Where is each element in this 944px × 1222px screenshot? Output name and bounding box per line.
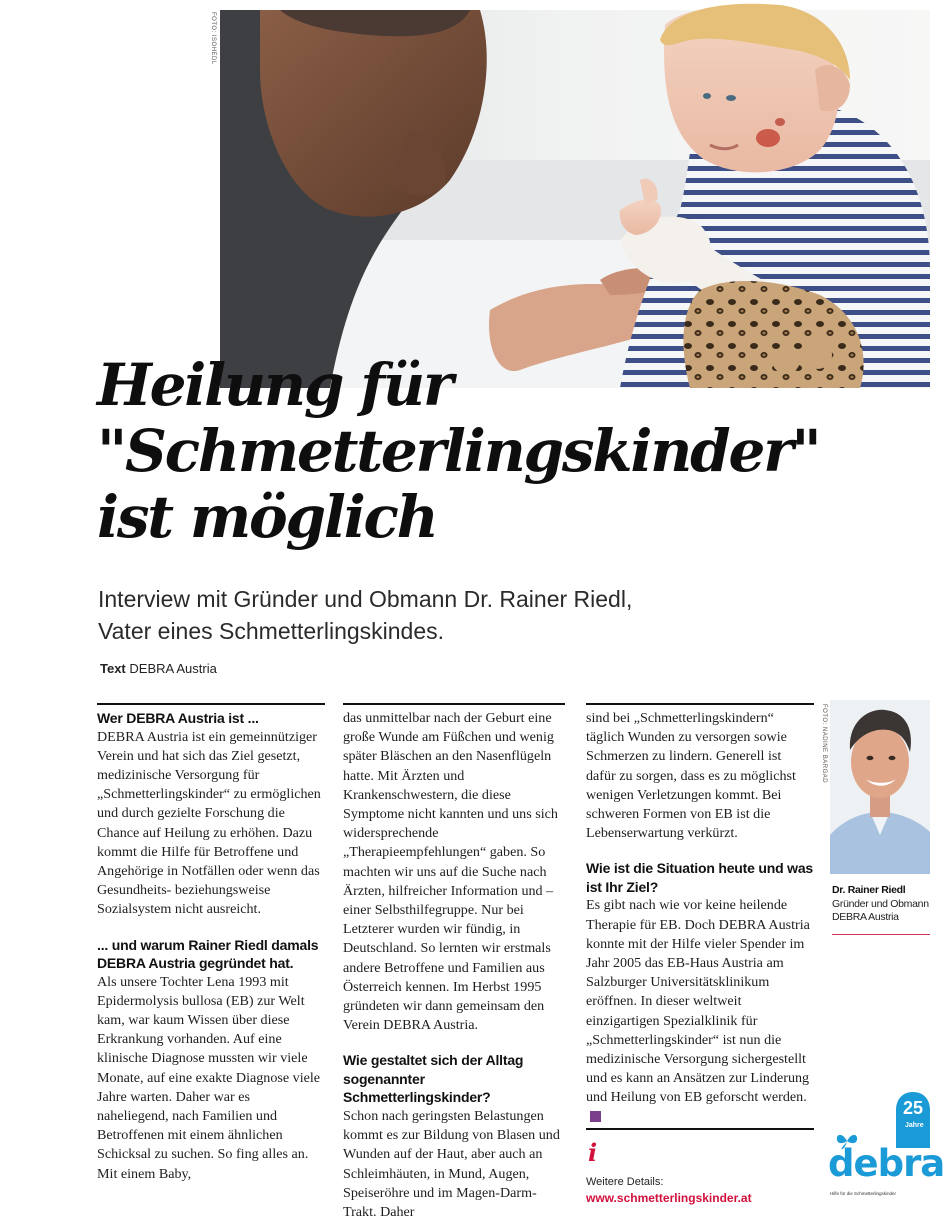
- hero-photo: [220, 10, 930, 388]
- headline: [97, 352, 917, 550]
- body-paragraph: Als unsere Tochter Lena 1993 mit Epidermolysis bullosa (EB) zur Welt kam, war kaum Wissen über diese Erkrankung vorhanden. Auf eine klinische Diagnose mussten wir viele Monate, auf eine exakte Diagnose viele Jahre warten. Daher war es naheliegend, nach Familien und Betroffenen mit einem ähnlichen Schicksal zu suchen. So fing alles an. Mit einem Baby,: [97, 973, 321, 1182]
- body-paragraph-final: [586, 896, 814, 1126]
- section-heading: Wer DEBRA Austria ist ...: [97, 710, 259, 726]
- section-heading: Wie ist die Situation heute und was ist Ihr Ziel?: [586, 860, 814, 895]
- subtitle-line-1: Interview mit Gründer und Obmann Dr. Rainer Riedl,: [98, 586, 633, 612]
- website-link[interactable]: www.schmetterlingskinder.at: [586, 1191, 752, 1205]
- headline-line-1: Heilung für: [97, 351, 452, 419]
- portrait-photo: [830, 700, 930, 874]
- section-heading: ... und warum Rainer Riedl damals DEBRA Austria gegründet hat.: [97, 936, 319, 972]
- section-heading: Wie gestaltet sich der Alltag sogenannter Schmetterlingskinder?: [343, 1052, 524, 1106]
- byline-author: DEBRA Austria: [129, 661, 217, 676]
- logo-wordmark: debra: [828, 1142, 944, 1185]
- body-paragraph: Schon nach geringsten Belastungen kommt es zur Bildung von Blasen und Wunden auf der Haut, aber auch an Schleimhäuten, in Mund, Augen, Speiseröhre und im Magen-Darm-Trakt. Daher: [343, 1107, 560, 1220]
- portrait-caption-role: Gründer und Obmann DEBRA Austria: [832, 898, 929, 923]
- headline-line-2: "Schmetterlingskinder": [97, 417, 820, 485]
- byline-label: Text: [100, 661, 126, 676]
- subtitle-line-2: Vater eines Schmetterlingskindes.: [98, 618, 445, 644]
- body-paragraph: sind bei „Schmetterlingskindern“ täglich Wunden zu versorgen sowie Schmerzen zu lindern. Generell ist dafür zu sorgen, dass es zu möglichst wenigen Verletzungen kommt. Bei schweren Formen von EB ist die Lebenserwartung verkürzt.: [586, 710, 796, 842]
- byline: [100, 661, 217, 676]
- article-column-1: [97, 703, 325, 1184]
- article-column-2: [343, 703, 565, 1222]
- caption-divider: [832, 934, 930, 935]
- logo-tagline: Hilfe für die Schmetterlingskinder: [830, 1191, 897, 1196]
- headline-line-3: ist möglich: [97, 483, 437, 551]
- info-label: Weitere Details:: [586, 1176, 664, 1188]
- body-paragraph: das unmittelbar nach der Geburt eine große Wunde am Füßchen und wenig später Bläschen an den Nasenflügeln hatte. Mit Ärzten und Krankenschwestern, die diese Symptome nicht kannten und uns sich widersprechende „Therapieempfehlungen“ gaben. So machten wir uns auf die Suche nach Ärzten, hilfreicher Information und – einer Selbsthilfegruppe. Nur bei Letzterer wurden wir fündig, in Deutschland. So lernten wir erstmals andere Betroffene und Familien aus Österreich kennen. Im Herbst 1995 gründeten wir dann gemeinsam den Verein DEBRA Austria.: [343, 710, 558, 1034]
- body-paragraph-text: Es gibt nach wie vor keine heilende Therapie für EB. Doch DEBRA Austria konnte mit der Hilfe vieler Spender im Jahr 2005 das EB-Haus Austria am Salzburger Universitätsklinikum eröffnen. In dieser weltweit einzigartigen Spezialklinik für „Schmetterlingskinder“ ist nun die medizinische Versorgung sichergestellt und es kann an Ansätzen zur Linderung und Heilung von EB geforscht werden.: [586, 897, 810, 1106]
- end-mark-icon: [590, 1111, 601, 1122]
- hero-photo-credit: FOTO: ISOHEDL: [210, 12, 216, 65]
- info-box: [586, 1128, 814, 1205]
- portrait-caption-name: Dr. Rainer Riedl: [832, 884, 906, 896]
- portrait-photo-credit: FOTO: NADINE BARGAD: [821, 704, 827, 784]
- article-column-3: [586, 703, 814, 1127]
- info-icon: i: [588, 1138, 598, 1167]
- debra-logo: [826, 1092, 944, 1204]
- badge-number: 25: [903, 1098, 924, 1118]
- subtitle: [98, 583, 858, 647]
- badge-text: Jahre: [905, 1122, 924, 1129]
- body-paragraph: DEBRA Austria ist ein gemeinnütziger Verein und hat sich das Ziel gesetzt, medizinische Versorgung für „Schmetterlingskinder“ zu ermöglichen und durch gezielte Forschung die Chance auf Heilung zu erhöhen. Dazu kommt die Hilfe für Betroffene und Angehörige in Notfällen oder wenn das Gesundheits- beziehungsweise Sozialsystem nicht ausreicht.: [97, 728, 321, 918]
